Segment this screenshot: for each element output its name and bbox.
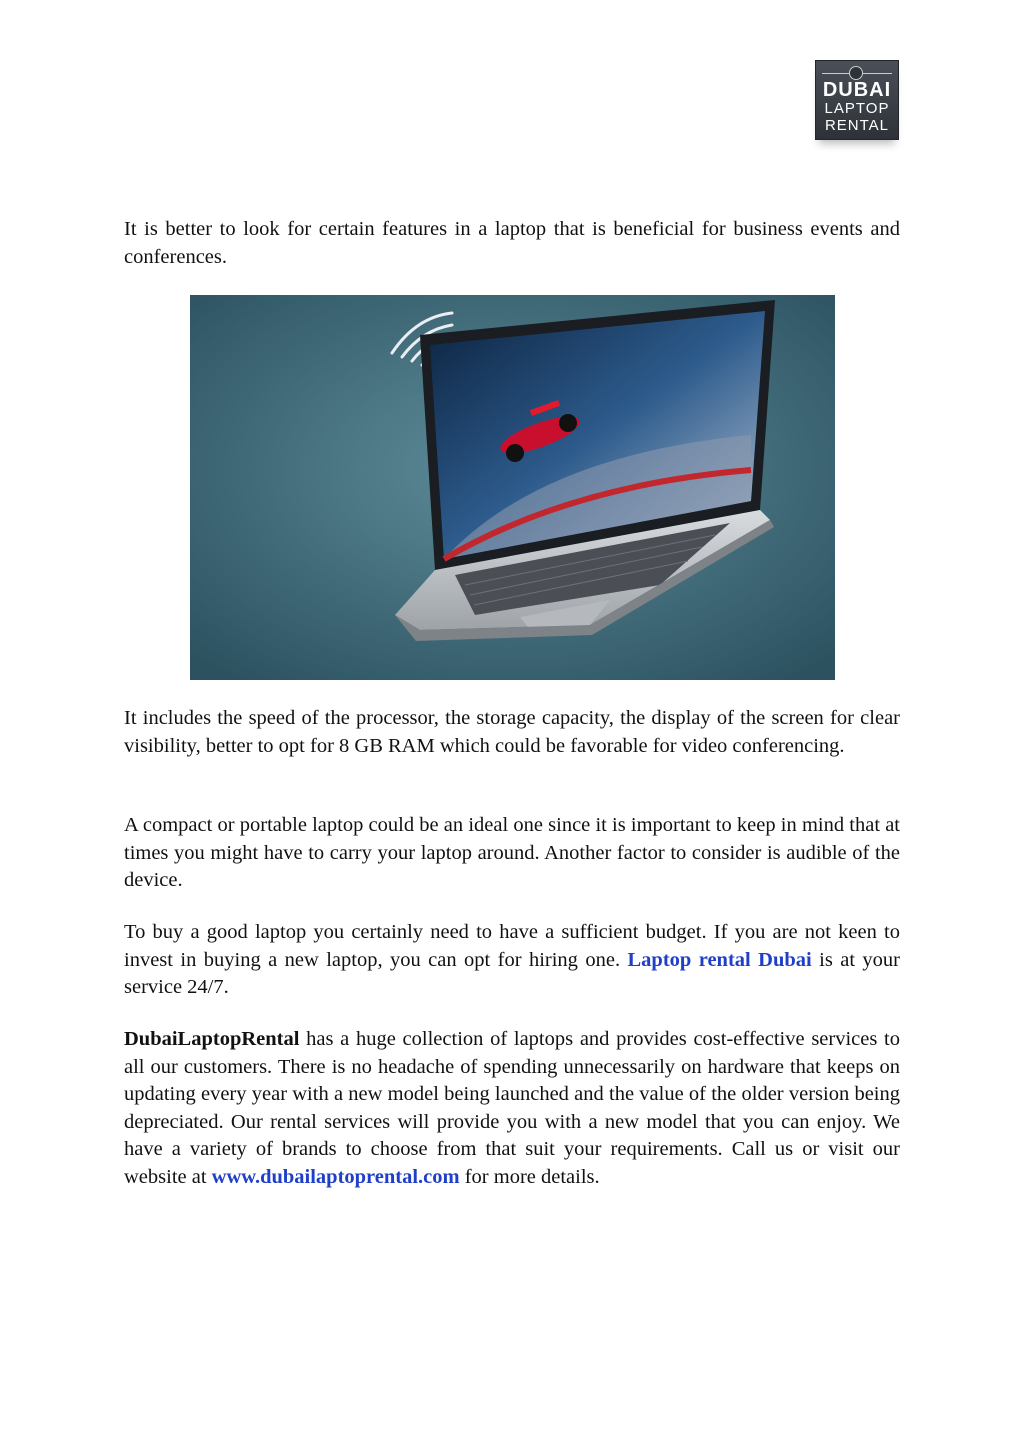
- website-link[interactable]: www.dubailaptoprental.com: [211, 1165, 460, 1188]
- portability-paragraph: A compact or portable laptop could be an ideal one since it is important to keep in mind that at times you might have to carry your laptop around. Another factor to consider is audible of the device.: [124, 814, 900, 891]
- laptop-illustration: [190, 295, 835, 680]
- dubai-laptop-rental-logo: [815, 60, 899, 140]
- company-text: has a huge collection of laptops and provides cost-effective services to all our customers. There is no headache of spending unnecessarily on hardware that keeps on updating every year with a new model being launched and the value of the older version being depreciated. Our rental services will provide you with a new model that you can enjoy. We have a variety of brands to choose from that suit your requirements. Call us or visit our website at: [124, 1028, 900, 1188]
- features-paragraph: It includes the speed of the processor, the storage capacity, the display of the screen for clear visibility, better to opt for 8 GB RAM which could be favorable for video conferencing.: [124, 707, 900, 757]
- logo-line-1: DUBAI: [822, 79, 892, 101]
- company-name: DubaiLaptopRental: [124, 1028, 300, 1050]
- company-paragraph: [124, 1026, 900, 1191]
- intro-paragraph: It is better to look for certain features in a laptop that is beneficial for business events and conferences.: [124, 218, 900, 268]
- budget-paragraph: [124, 919, 900, 1002]
- logo-line-3: RENTAL: [824, 117, 890, 134]
- budget-text: To buy a good laptop you certainly need to have a sufficient budget. If you are not keen to invest in buying a new laptop, you can opt for hiring one.: [124, 921, 900, 971]
- laptop-rental-dubai-link[interactable]: Laptop rental Dubai: [627, 948, 812, 971]
- logo-line-2: LAPTOP: [824, 100, 890, 117]
- budget-text-end: is at your service 24/7.: [124, 948, 901, 998]
- company-text-end: for more details.: [459, 1165, 600, 1188]
- logo-badge-icon: [849, 66, 863, 80]
- laptop-photo: [190, 295, 835, 680]
